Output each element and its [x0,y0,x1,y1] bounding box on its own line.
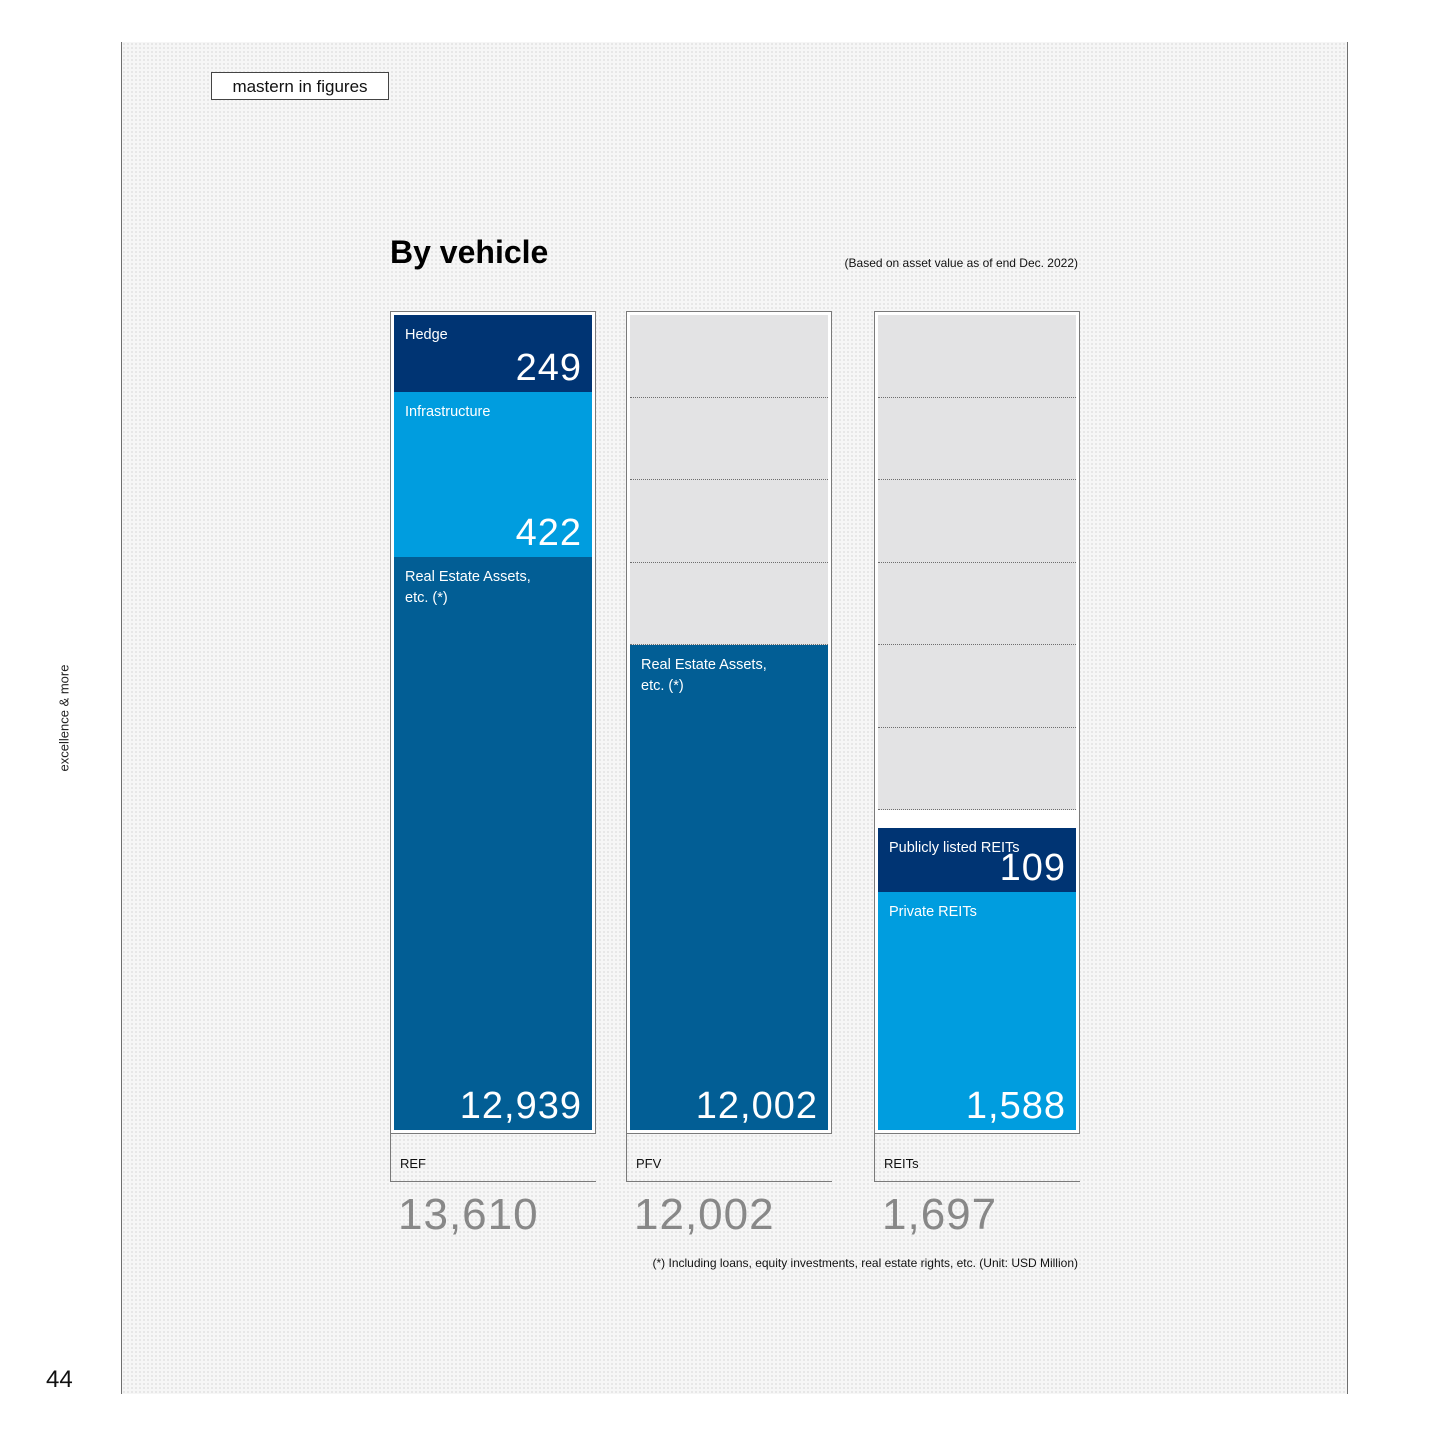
segment-label: Hedge [405,327,448,343]
segment-value-label: 109 [999,847,1066,889]
segment-label: Infrastructure [405,404,491,420]
left-margin-rule [121,42,122,1394]
segment-value-label: 12,002 [695,1085,818,1127]
bar-segment-real-estate-assets-etc [394,557,592,1130]
bar-segment-publicly-listed-reits [878,828,1076,892]
segment-label: Real Estate Assets, etc. (*) [641,657,767,694]
category-label: PFV [636,1156,662,1171]
empty-slot [630,563,828,646]
segment-label: Private REITs [889,904,977,920]
page-number: 44 [46,1366,73,1393]
empty-slot [878,398,1076,481]
category-cell [874,1134,1080,1182]
empty-slot [878,315,1076,398]
bar-column-ref [390,311,596,1134]
empty-slot [878,480,1076,563]
category-cell [390,1134,596,1182]
chart-subtitle: (Based on asset value as of end Dec. 2022) [844,256,1078,270]
bar-column-inner [878,315,1076,1130]
bar-segment-real-estate-assets-etc [630,645,828,1130]
category-total: 13,610 [398,1190,539,1239]
right-margin-rule [1347,42,1348,1394]
segment-value-label: 249 [515,347,582,389]
empty-slot [878,728,1076,811]
chart-title: By vehicle [390,234,549,270]
section-tag: mastern in figures [211,72,389,100]
segment-label: Real Estate Assets, etc. (*) [405,569,531,606]
bar-column-inner [394,315,592,1130]
side-label: excellence & more [56,664,72,772]
bar-column-pfv [626,311,832,1134]
segment-value-label: 422 [515,512,582,554]
empty-slot [630,480,828,563]
empty-slot [878,563,1076,646]
segment-value-label: 1,588 [965,1085,1066,1127]
segment-value-label: 12,939 [459,1085,582,1127]
category-label: REITs [884,1156,919,1171]
category-total: 1,697 [882,1190,998,1239]
category-total: 12,002 [634,1190,775,1239]
bar-column-reits [874,311,1080,1134]
empty-slot [878,645,1076,728]
chart-footnote: (*) Including loans, equity investments, real estate rights, etc. (Unit: USD Million) [652,1256,1078,1270]
category-cell [626,1134,832,1182]
empty-slot [630,398,828,481]
empty-slot [630,315,828,398]
bar-segment-infrastructure [394,392,592,557]
bar-segment-hedge [394,315,592,392]
segment-label: Publicly listed REITs [889,840,1020,856]
bar-column-inner [630,315,828,1130]
bar-segment-private-reits [878,892,1076,1130]
category-label: REF [400,1156,426,1171]
